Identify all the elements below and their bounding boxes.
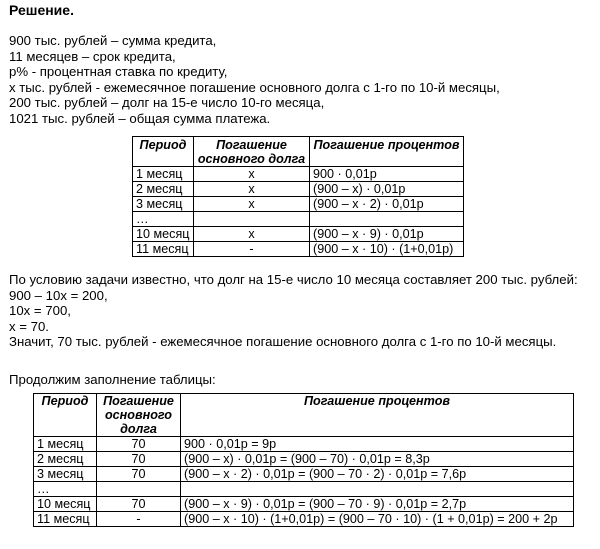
cell-period: 1 месяц [34, 437, 97, 452]
solution-heading: Решение. [9, 2, 74, 18]
cell-period: 11 месяц [133, 242, 194, 257]
cell-principal: - [194, 242, 310, 257]
cell-interest: (900 – x · 9) · 0,01p [310, 227, 464, 242]
header-interest: Погашение процентов [181, 394, 574, 437]
table-row [34, 452, 574, 467]
table-row [133, 167, 464, 182]
cell-principal: x [194, 227, 310, 242]
cell-interest: (900 – x · 10) · (1+0,01p) [310, 242, 464, 257]
cell-interest: (900 – x · 2) · 0,01p [310, 197, 464, 212]
solution-line: Значит, 70 тыс. рублей - ежемесячное погашение основного долга с 1-го по 10-й месяцы. [9, 334, 557, 350]
cell-period: … [133, 212, 194, 227]
table-row [34, 467, 574, 482]
continue-text: Продолжим заполнение таблицы: [9, 372, 216, 387]
payment-table-initial [132, 136, 464, 257]
table-row [133, 182, 464, 197]
cell-period: 10 месяц [133, 227, 194, 242]
payment-table-filled [33, 393, 574, 527]
cell-period: 3 месяц [34, 467, 97, 482]
cell-interest: 900 · 0,01p = 9p [181, 437, 574, 452]
given-line: p% - процентная ставка по кредиту, [9, 64, 228, 80]
given-line: 900 тыс. рублей – сумма кредита, [9, 33, 217, 48]
table-header-row [133, 137, 464, 167]
cell-interest: (900 – x · 2) · 0,01p = (900 – 70 · 2) · 0,01p = 7,6p [181, 467, 574, 482]
header-period: Период [133, 137, 194, 167]
cell-period: 10 месяц [34, 497, 97, 512]
cell-principal: 70 [97, 497, 181, 512]
cell-principal: x [194, 182, 310, 197]
header-interest: Погашение процентов [310, 137, 464, 167]
given-line: 11 месяцев – срок кредита, [9, 48, 176, 64]
table-header-row [34, 394, 574, 437]
header-period: Период [34, 394, 97, 437]
cell-period: 2 месяц [34, 452, 97, 467]
cell-principal: x [194, 197, 310, 212]
cell-interest: 900 · 0,01p [310, 167, 464, 182]
solution-line: 900 – 10x = 200, [9, 287, 108, 303]
cell-interest: (900 – x · 9) · 0,01p = (900 – 70 · 9) · 0,01p = 2,7p [181, 497, 574, 512]
table-row [133, 197, 464, 212]
solution-line: По условию задачи известно, что долг на 15-е число 10 месяца составляет 200 тыс. рублей: [9, 272, 578, 287]
cell-principal: 70 [97, 467, 181, 482]
cell-principal: x [194, 167, 310, 182]
cell-period: 3 месяц [133, 197, 194, 212]
solution-document [9, 0, 594, 526]
solution-line: x = 70. [9, 318, 49, 334]
table-row [34, 482, 574, 497]
table-row [34, 497, 574, 512]
table-row [133, 227, 464, 242]
cell-principal: 70 [97, 437, 181, 452]
table-row [34, 437, 574, 452]
cell-period: 11 месяц [34, 512, 97, 527]
cell-principal: - [97, 512, 181, 527]
cell-period: 2 месяц [133, 182, 194, 197]
given-line: 200 тыс. рублей – долг на 15-е число 10-го месяца, [9, 95, 325, 111]
table-row [34, 512, 574, 527]
cell-period: 1 месяц [133, 167, 194, 182]
table-row [133, 212, 464, 227]
cell-interest: (900 – x) · 0,01p = (900 – 70) · 0,01p = 8,3p [181, 452, 574, 467]
header-principal: Погашение основного долга [97, 394, 181, 437]
solution-line: 10x = 700, [9, 303, 71, 319]
header-principal: Погашение основного долга [194, 137, 310, 167]
cell-interest [181, 482, 574, 497]
cell-interest: (900 – x · 10) · (1+0,01p) = (900 – 70 · 10) · (1 + 0,01p) = 200 + 2p [181, 512, 574, 527]
cell-principal: 70 [97, 452, 181, 467]
cell-interest: (900 – x) · 0,01p [310, 182, 464, 197]
cell-principal [194, 212, 310, 227]
given-list [9, 33, 594, 127]
given-line: 1021 тыс. рублей – общая сумма платежа. [9, 110, 271, 126]
table-row [133, 242, 464, 257]
given-line: x тыс. рублей - ежемесячное погашение основного долга с 1-го по 10-й месяцы, [9, 79, 500, 95]
cell-interest [310, 212, 464, 227]
cell-principal [97, 482, 181, 497]
cell-period: … [34, 482, 97, 497]
solution-steps [9, 272, 578, 350]
